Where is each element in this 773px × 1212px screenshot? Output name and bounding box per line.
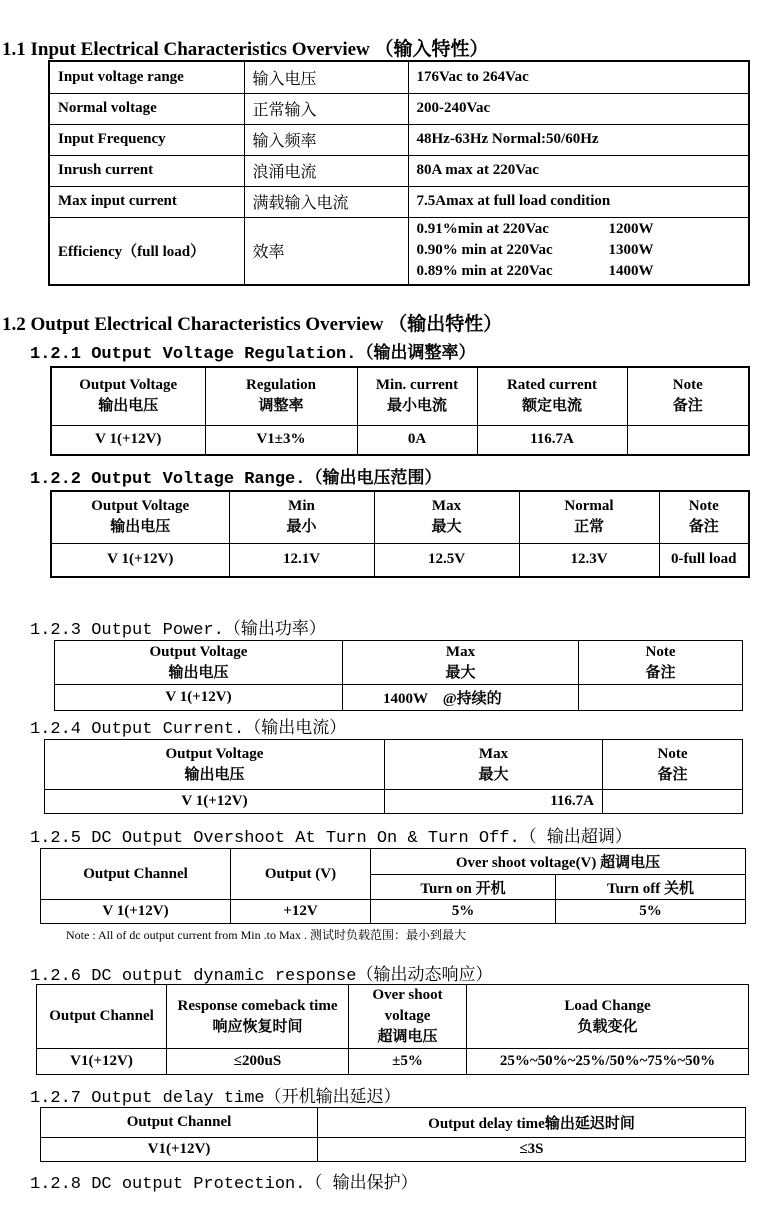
col-rated-current: Rated current 额定电流 xyxy=(477,367,627,425)
col-output-channel: Output Channel xyxy=(37,985,167,1049)
cell: 0-full load xyxy=(659,543,749,577)
overshoot-table xyxy=(40,848,746,924)
table-header-row xyxy=(41,1108,746,1138)
dynamic-response-table xyxy=(36,984,749,1075)
cell: V1(+12V) xyxy=(37,1049,167,1075)
param-en: Inrush current xyxy=(49,155,244,186)
table-row xyxy=(55,685,743,711)
table-header-row xyxy=(55,641,743,685)
cell: V 1(+12V) xyxy=(55,685,343,711)
table-row xyxy=(51,543,749,577)
param-en: Max input current xyxy=(49,186,244,217)
param-zh: 输入频率 xyxy=(244,124,408,155)
col-note: Note 备注 xyxy=(603,740,743,790)
table-row xyxy=(49,93,749,124)
cell xyxy=(603,790,743,814)
section-1-2-3-heading: 1.2.3 Output Power.（输出功率） xyxy=(30,621,326,640)
cell: V 1(+12V) xyxy=(45,790,385,814)
col-output-channel: Output Channel xyxy=(41,1108,318,1138)
voltage-regulation-table xyxy=(50,366,750,456)
col-output-voltage: Output Voltage 输出电压 xyxy=(55,641,343,685)
output-power-table xyxy=(54,640,743,711)
table-row xyxy=(41,1138,746,1162)
col-output-voltage: Output Voltage 输出电压 xyxy=(45,740,385,790)
table-row xyxy=(49,186,749,217)
cell: 25%~50%~25%/50%~75%~50% xyxy=(467,1049,749,1075)
section-1-2-8-heading: 1.2.8 DC output Protection.（ 输出保护） xyxy=(30,1175,418,1194)
efficiency-line: 0.90% min at 220Vac 1300W xyxy=(416,242,654,259)
col-min-current: Min. current 最小电流 xyxy=(357,367,477,425)
cell: ≤200uS xyxy=(167,1049,349,1075)
section-1-2-5-heading: 1.2.5 DC Output Overshoot At Turn On & Turn Off.（ 输出超调） xyxy=(30,829,632,848)
table-row xyxy=(51,425,749,455)
cell: 5% xyxy=(556,900,746,924)
col-max: Max 最大 xyxy=(385,740,603,790)
cell xyxy=(579,685,743,711)
col-response-time: Response comeback time 响应恢复时间 xyxy=(167,985,349,1049)
cell xyxy=(627,425,749,455)
cell: 12.3V xyxy=(519,543,659,577)
param-en: Efficiency（full load） xyxy=(49,217,244,285)
col-regulation: Regulation 调整率 xyxy=(205,367,357,425)
col-overshoot-voltage: Over shoot voltage 超调电压 xyxy=(349,985,467,1049)
output-current-table xyxy=(44,739,743,814)
input-characteristics-table xyxy=(48,60,750,286)
efficiency-line: 0.89% min at 220Vac 1400W xyxy=(416,263,654,280)
param-en: Input voltage range xyxy=(49,61,244,93)
table-header-row xyxy=(37,985,749,1049)
cell: 12.5V xyxy=(374,543,519,577)
table-row xyxy=(49,61,749,93)
table-header-row xyxy=(51,367,749,425)
col-output-v: Output (V) xyxy=(231,849,371,900)
overshoot-note: Note : All of dc output current from Min .to Max . 测试时负载范围：最小到最大 xyxy=(66,928,466,942)
param-en: Normal voltage xyxy=(49,93,244,124)
col-note: Note 备注 xyxy=(579,641,743,685)
cell: 1400W @持续的 xyxy=(343,685,579,711)
cell: +12V xyxy=(231,900,371,924)
cell: V 1(+12V) xyxy=(41,900,231,924)
section-1-2-2-heading: 1.2.2 Output Voltage Range.（输出电压范围） xyxy=(30,470,442,489)
table-header-row xyxy=(45,740,743,790)
cell: V1(+12V) xyxy=(41,1138,318,1162)
section-1-2-1-heading: 1.2.1 Output Voltage Regulation.（输出调整率） xyxy=(30,345,476,364)
col-turn-on: Turn on 开机 xyxy=(371,875,556,900)
table-header-row xyxy=(51,491,749,543)
section-1-2-heading: 1.2 Output Electrical Characteristics Overview （输出特性） xyxy=(2,314,503,335)
col-overshoot-group: Over shoot voltage(V) 超调电压 xyxy=(371,849,746,875)
col-min: Min 最小 xyxy=(229,491,374,543)
section-1-2-4-heading: 1.2.4 Output Current.（输出电流） xyxy=(30,720,347,739)
voltage-range-table xyxy=(50,490,750,578)
section-1-2-6-heading: 1.2.6 DC output dynamic response（输出动态响应） xyxy=(30,967,493,986)
param-en: Input Frequency xyxy=(49,124,244,155)
param-value: 80A max at 220Vac xyxy=(408,155,749,186)
cell: ≤3S xyxy=(318,1138,746,1162)
col-turn-off: Turn off 关机 xyxy=(556,875,746,900)
param-zh: 输入电压 xyxy=(244,61,408,93)
cell: V 1(+12V) xyxy=(51,543,229,577)
col-max: Max 最大 xyxy=(343,641,579,685)
section-1-2-7-heading: 1.2.7 Output delay time（开机输出延迟） xyxy=(30,1089,401,1108)
cell: 5% xyxy=(371,900,556,924)
param-zh: 浪涌电流 xyxy=(244,155,408,186)
param-value: 200-240Vac xyxy=(408,93,749,124)
param-zh: 满载输入电流 xyxy=(244,186,408,217)
table-header-row xyxy=(41,849,746,875)
col-max: Max 最大 xyxy=(374,491,519,543)
col-normal: Normal 正常 xyxy=(519,491,659,543)
col-output-voltage: Output Voltage 输出电压 xyxy=(51,367,205,425)
col-load-change: Load Change 负载变化 xyxy=(467,985,749,1049)
cell: ±5% xyxy=(349,1049,467,1075)
table-row xyxy=(41,900,746,924)
col-note: Note 备注 xyxy=(627,367,749,425)
param-zh: 正常输入 xyxy=(244,93,408,124)
cell: 12.1V xyxy=(229,543,374,577)
col-delay-time: Output delay time输出延迟时间 xyxy=(318,1108,746,1138)
param-value: 176Vac to 264Vac xyxy=(408,61,749,93)
delay-time-table xyxy=(40,1107,746,1162)
param-zh: 效率 xyxy=(244,217,408,285)
table-row xyxy=(45,790,743,814)
table-row xyxy=(49,217,749,285)
cell: 0A xyxy=(357,425,477,455)
section-1-1-heading: 1.1 Input Electrical Characteristics Overview （输入特性） xyxy=(2,39,489,60)
efficiency-values xyxy=(408,217,749,285)
cell: V 1(+12V) xyxy=(51,425,205,455)
cell: V1±3% xyxy=(205,425,357,455)
col-output-voltage: Output Voltage 输出电压 xyxy=(51,491,229,543)
col-note: Note 备注 xyxy=(659,491,749,543)
cell: 116.7A xyxy=(385,790,603,814)
param-value: 48Hz-63Hz Normal:50/60Hz xyxy=(408,124,749,155)
table-row xyxy=(49,124,749,155)
efficiency-line: 0.91%min at 220Vac 1200W xyxy=(416,221,654,238)
param-value: 7.5Amax at full load condition xyxy=(408,186,749,217)
cell: 116.7A xyxy=(477,425,627,455)
col-output-channel: Output Channel xyxy=(41,849,231,900)
table-row xyxy=(37,1049,749,1075)
table-row xyxy=(49,155,749,186)
